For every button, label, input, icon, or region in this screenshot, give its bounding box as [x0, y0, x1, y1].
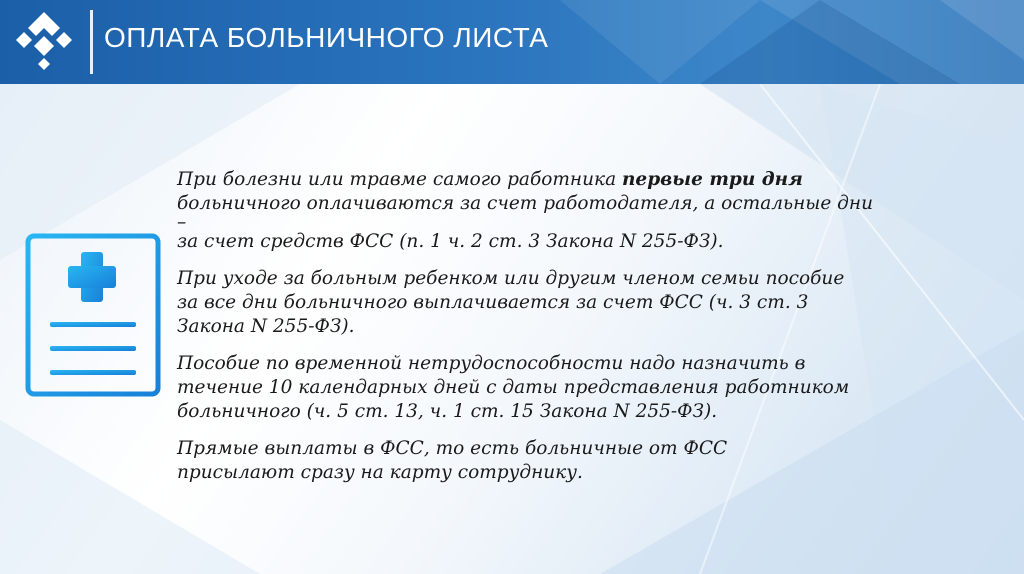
- paragraph-direct-payments: [177, 437, 967, 485]
- paragraph-line: Пособие по временной нетрудоспособности надо назначить в: [177, 353, 806, 374]
- paragraph-line: больничного (ч. 5 ст. 13, ч. 1 ст. 15 Закона N 255-ФЗ).: [177, 401, 718, 422]
- header-bar: [0, 0, 1024, 84]
- paragraph-employee-illness: [177, 168, 967, 254]
- paragraph-line: При уходе за больным ребенком или другим членом семьи пособие: [177, 268, 845, 289]
- content-body: [177, 168, 967, 498]
- paragraph-line: больничного оплачиваются за счет работодателя, а остальные дни: [177, 193, 873, 214]
- paragraph-line: присылают сразу на карту сотруднику.: [177, 462, 583, 483]
- paragraph-assignment-deadline: [177, 352, 967, 424]
- medical-document-icon: [22, 230, 164, 400]
- paragraph-line: Закона N 255-ФЗ).: [177, 316, 355, 337]
- page-title: ОПЛАТА БОЛЬНИЧНОГО ЛИСТА: [104, 22, 549, 53]
- paragraph-line: течение 10 календарных дней с даты представления работником: [177, 377, 850, 398]
- diamond-logo-icon: [12, 8, 76, 72]
- paragraph-line: за счет средств ФСС (п. 1 ч. 2 ст. 3 Закона N 255-ФЗ).: [177, 231, 724, 252]
- paragraph-child-care: [177, 267, 967, 339]
- header-divider: [90, 10, 93, 74]
- paragraph-dash: –: [177, 212, 187, 233]
- text-lead: При болезни или травме самого работника: [177, 169, 622, 190]
- text-bold-first-three-days: первые три дня: [621, 169, 803, 190]
- paragraph-line: [177, 168, 967, 192]
- paragraph-line: за все дни больничного выплачивается за счет ФСС (ч. 3 ст. 3: [177, 292, 809, 313]
- paragraph-line: Прямые выплаты в ФСС, то есть больничные от ФСС: [177, 438, 728, 459]
